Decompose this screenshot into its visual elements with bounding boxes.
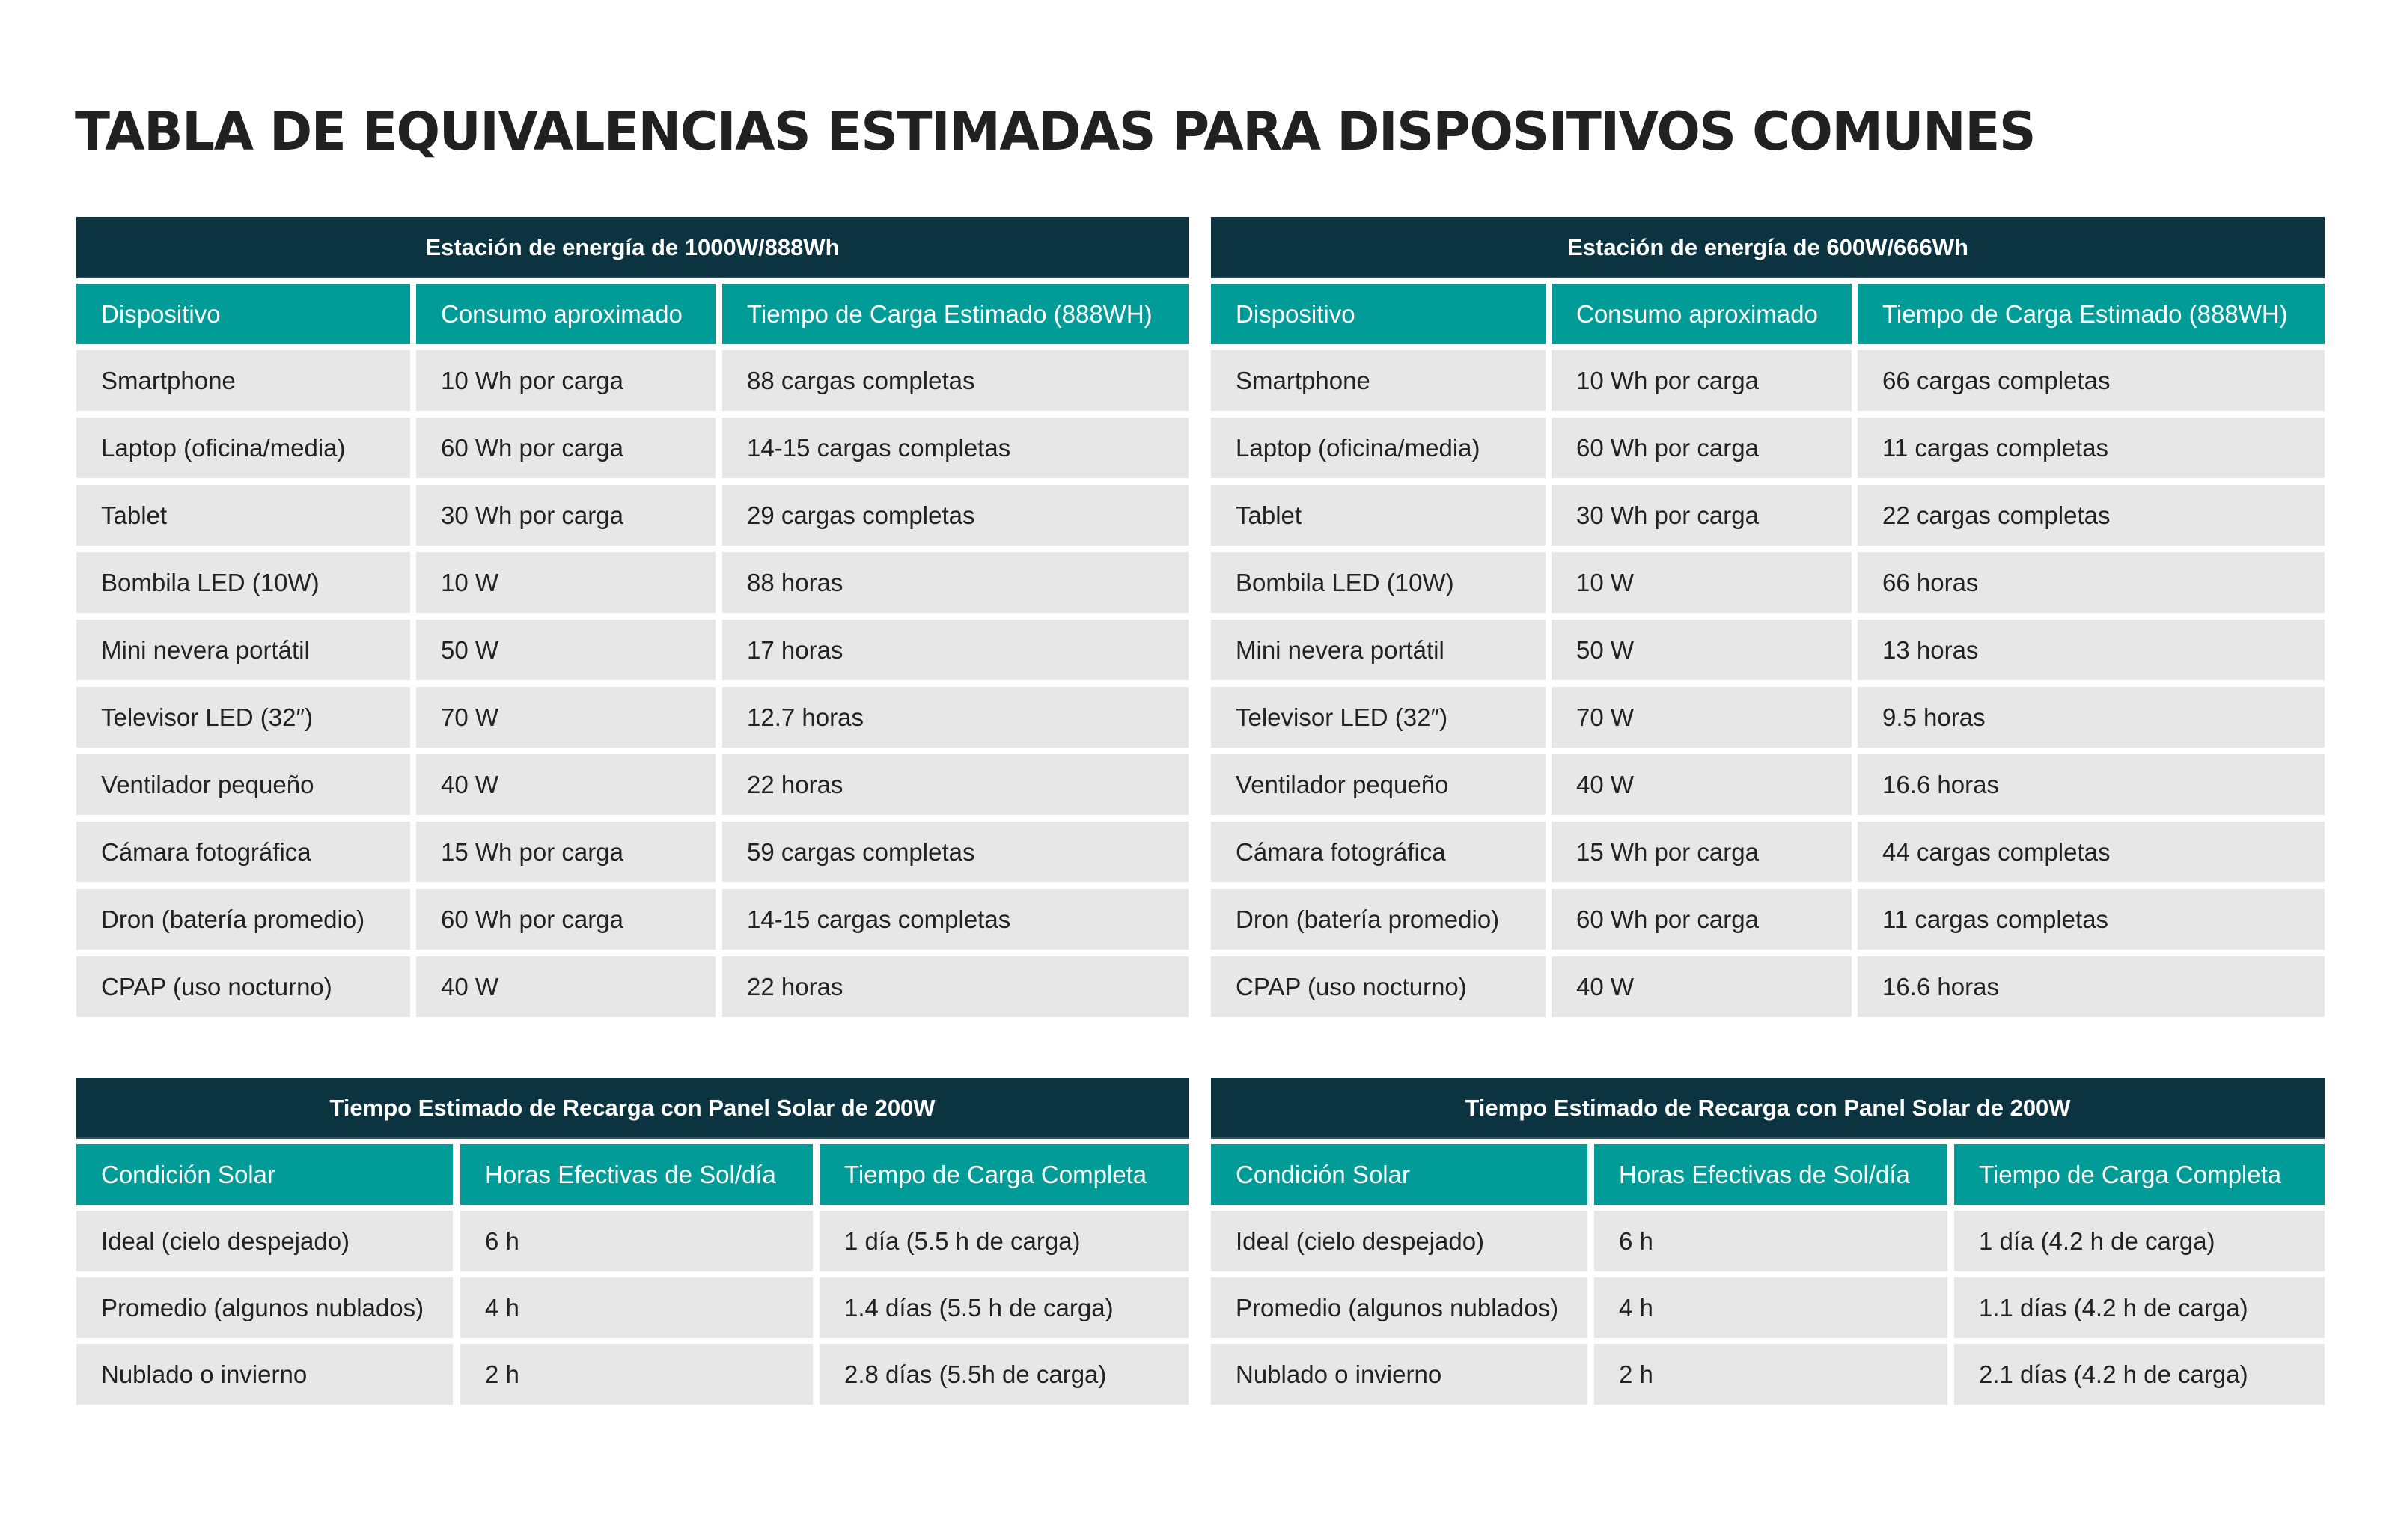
table-cell: 2 h [1594, 1344, 1947, 1405]
table-cell: 15 Wh por carga [416, 822, 716, 882]
table-cell: Promedio (algunos nublados) [76, 1277, 453, 1338]
column-header: Condición Solar [76, 1144, 453, 1205]
table-row [1211, 418, 2325, 478]
table-cell: 11 cargas completas [1858, 889, 2325, 950]
table-row [76, 687, 1189, 748]
table-cell: 15 Wh por carga [1552, 822, 1852, 882]
table-cell: 22 horas [722, 956, 1189, 1017]
column-header-row [76, 284, 1189, 344]
table-cell: 60 Wh por carga [416, 889, 716, 950]
table-cell: Laptop (oficina/media) [76, 418, 410, 478]
table-cell: Mini nevera portátil [76, 620, 410, 680]
table-cell: 10 W [1552, 552, 1852, 613]
column-header: Tiempo de Carga Completa [820, 1144, 1189, 1205]
table-row [1211, 552, 2325, 613]
table-cell: 2.8 días (5.5h de carga) [820, 1344, 1189, 1405]
table-cell: 40 W [1552, 956, 1852, 1017]
column-header: Tiempo de Carga Completa [1954, 1144, 2325, 1205]
table-cell: Televisor LED (32″) [76, 687, 410, 748]
column-header: Consumo aproximado [1552, 284, 1852, 344]
table-row [1211, 1344, 2325, 1405]
table-station-600w [1211, 217, 2325, 1018]
table-row [1211, 350, 2325, 411]
table-cell: 70 W [1552, 687, 1852, 748]
table-cell: 4 h [1594, 1277, 1947, 1338]
table-row [76, 552, 1189, 613]
table-cell: 30 Wh por carga [416, 485, 716, 546]
column-header-row [1211, 1144, 2325, 1205]
table-cell: 40 W [416, 956, 716, 1017]
table-cell: 9.5 horas [1858, 687, 2325, 748]
table-cell: 22 cargas completas [1858, 485, 2325, 546]
table-cell: Dron (batería promedio) [1211, 889, 1546, 950]
table-cell: 13 horas [1858, 620, 2325, 680]
table-cell: 10 Wh por carga [1552, 350, 1852, 411]
table-row [76, 754, 1189, 815]
table-cell: 60 Wh por carga [416, 418, 716, 478]
table-cell: 88 cargas completas [722, 350, 1189, 411]
table-row [76, 620, 1189, 680]
table-row [1211, 889, 2325, 950]
table-cell: Ideal (cielo despejado) [76, 1211, 453, 1271]
table-row [76, 889, 1189, 950]
table-cell: 1 día (5.5 h de carga) [820, 1211, 1189, 1271]
table-title: Estación de energía de 1000W/888Wh [76, 217, 1189, 278]
table-cell: 6 h [460, 1211, 813, 1271]
table-row [1211, 620, 2325, 680]
table-cell: 59 cargas completas [722, 822, 1189, 882]
column-header: Consumo aproximado [416, 284, 716, 344]
table-row [1211, 822, 2325, 882]
table-cell: Televisor LED (32″) [1211, 687, 1546, 748]
table-title: Estación de energía de 600W/666Wh [1211, 217, 2325, 278]
table-cell: 22 horas [722, 754, 1189, 815]
table-cell: 2.1 días (4.2 h de carga) [1954, 1344, 2325, 1405]
table-cell: 10 Wh por carga [416, 350, 716, 411]
table-row [1211, 754, 2325, 815]
table-cell: Ventilador pequeño [1211, 754, 1546, 815]
table-cell: 12.7 horas [722, 687, 1189, 748]
table-cell: Tablet [1211, 485, 1546, 546]
table-cell: 60 Wh por carga [1552, 418, 1852, 478]
table-cell: 50 W [416, 620, 716, 680]
table-cell: 6 h [1594, 1211, 1947, 1271]
table-cell: Dron (batería promedio) [76, 889, 410, 950]
table-cell: Smartphone [1211, 350, 1546, 411]
table-cell: 40 W [416, 754, 716, 815]
table-cell: Nublado o invierno [76, 1344, 453, 1405]
table-cell: Ideal (cielo despejado) [1211, 1211, 1587, 1271]
table-cell: 60 Wh por carga [1552, 889, 1852, 950]
table-cell: 10 W [416, 552, 716, 613]
table-row [76, 1277, 1189, 1338]
table-cell: Cámara fotográfica [76, 822, 410, 882]
table-cell: Tablet [76, 485, 410, 546]
table-cell: Bombila LED (10W) [1211, 552, 1546, 613]
column-header: Horas Efectivas de Sol/día [1594, 1144, 1947, 1205]
table-cell: 2 h [460, 1344, 813, 1405]
table-cell: Mini nevera portátil [1211, 620, 1546, 680]
table-row [1211, 1277, 2325, 1338]
table-cell: 30 Wh por carga [1552, 485, 1852, 546]
table-cell: Nublado o invierno [1211, 1344, 1587, 1405]
table-solar-recharge-1000w [76, 1078, 1189, 1407]
table-cell: 11 cargas completas [1858, 418, 2325, 478]
table-cell: 14-15 cargas completas [722, 418, 1189, 478]
table-cell: Laptop (oficina/media) [1211, 418, 1546, 478]
column-header: Tiempo de Carga Estimado (888WH) [722, 284, 1189, 344]
table-row [1211, 1211, 2325, 1271]
table-cell: 4 h [460, 1277, 813, 1338]
table-cell: 14-15 cargas completas [722, 889, 1189, 950]
table-cell: 66 cargas completas [1858, 350, 2325, 411]
table-row [76, 1344, 1189, 1405]
table-cell: 1.1 días (4.2 h de carga) [1954, 1277, 2325, 1338]
table-cell: Ventilador pequeño [76, 754, 410, 815]
table-solar-recharge-600w [1211, 1078, 2325, 1407]
table-cell: Promedio (algunos nublados) [1211, 1277, 1587, 1338]
table-row [76, 956, 1189, 1017]
table-row [76, 1211, 1189, 1271]
table-cell: 16.6 horas [1858, 754, 2325, 815]
table-cell: 50 W [1552, 620, 1852, 680]
table-cell: 1.4 días (5.5 h de carga) [820, 1277, 1189, 1338]
table-cell: Bombila LED (10W) [76, 552, 410, 613]
column-header: Tiempo de Carga Estimado (888WH) [1858, 284, 2325, 344]
table-row [76, 822, 1189, 882]
table-cell: 88 horas [722, 552, 1189, 613]
table-cell: 29 cargas completas [722, 485, 1189, 546]
table-cell: CPAP (uso nocturno) [1211, 956, 1546, 1017]
table-cell: 40 W [1552, 754, 1852, 815]
table-row [76, 485, 1189, 546]
table-cell: 16.6 horas [1858, 956, 2325, 1017]
table-row [76, 418, 1189, 478]
table-cell: 1 día (4.2 h de carga) [1954, 1211, 2325, 1271]
column-header: Condición Solar [1211, 1144, 1587, 1205]
table-row [1211, 485, 2325, 546]
column-header-row [1211, 284, 2325, 344]
page-title: TABLA DE EQUIVALENCIAS ESTIMADAS PARA DISPOSITIVOS COMUNES [75, 101, 2036, 162]
table-cell: Smartphone [76, 350, 410, 411]
column-header-row [76, 1144, 1189, 1205]
column-header: Dispositivo [1211, 284, 1546, 344]
table-cell: 66 horas [1858, 552, 2325, 613]
table-cell: 70 W [416, 687, 716, 748]
table-cell: 17 horas [722, 620, 1189, 680]
table-cell: 44 cargas completas [1858, 822, 2325, 882]
table-row [76, 350, 1189, 411]
table-row [1211, 687, 2325, 748]
table-station-1000w [76, 217, 1189, 1018]
table-cell: Cámara fotográfica [1211, 822, 1546, 882]
table-title: Tiempo Estimado de Recarga con Panel Solar de 200W [76, 1078, 1189, 1139]
column-header: Horas Efectivas de Sol/día [460, 1144, 813, 1205]
table-cell: CPAP (uso nocturno) [76, 956, 410, 1017]
table-title: Tiempo Estimado de Recarga con Panel Solar de 200W [1211, 1078, 2325, 1139]
column-header: Dispositivo [76, 284, 410, 344]
table-row [1211, 956, 2325, 1017]
